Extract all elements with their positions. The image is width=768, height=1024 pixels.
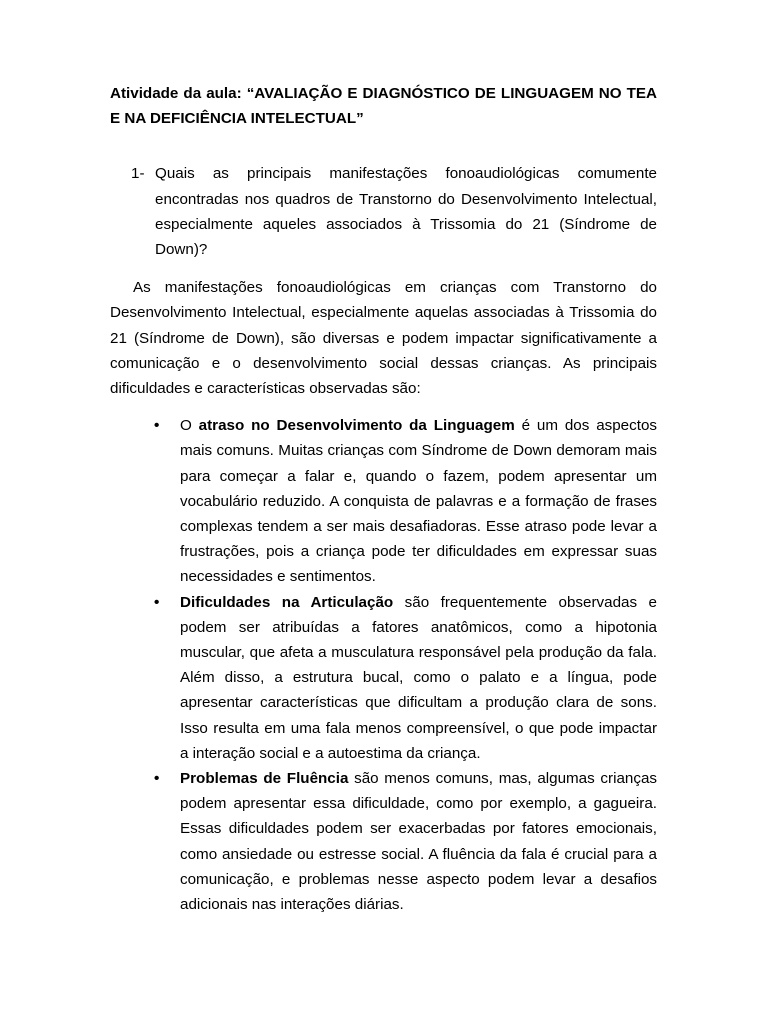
bullet-marker: • — [154, 770, 160, 788]
bullet-text — [180, 413, 657, 589]
bullet-bold-term: atraso no Desenvolvimento da Linguagem — [198, 417, 515, 435]
question-item — [110, 161, 657, 262]
document-body — [110, 81, 657, 917]
intro-paragraph: As manifestações fonoaudiológicas em crianças com Transtorno do Desenvolvimento Intelectual, especialmente aquelas associadas à Trissomia do 21 (Síndrome de Down), são diversas e podem impactar significativamente a comunicação e o desenvolvimento social dessas crianças. As principais dificuldades e características observadas são: — [110, 279, 657, 398]
bullet-bold-term: Problemas de Fluência — [180, 770, 349, 788]
bullet-text — [180, 590, 657, 766]
bullet-bold-term: Dificuldades na Articulação — [180, 593, 394, 611]
question-number: 1- — [131, 165, 145, 183]
document-title: Atividade da aula: “AVALIAÇÃO E DIAGNÓSTICO DE LINGUAGEM NO TEA E NA DEFICIÊNCIA INTELECTUAL” — [110, 85, 657, 128]
bullet-item — [110, 590, 657, 766]
bullet-lead: O — [180, 417, 199, 435]
question-text: Quais as principais manifestações fonoaudiológicas comumente encontradas nos quadros de Transtorno do Desenvolvimento Intelectual, especialmente aqueles associados à Trissomia do 21 (Síndrome de Down)? — [155, 165, 657, 259]
bullet-rest: é um dos aspectos mais comuns. Muitas crianças com Síndrome de Down demoram mais para começar a falar e, quando o fazem, podem apresentar um vocabulário reduzido. A conquista de palavras e a formação de frases complexas tendem a ser mais desafiadoras. Esse atraso pode levar a frustrações, pois a criança pode ter dificuldades em expressar suas necessidades e sentimentos. — [180, 417, 657, 586]
bullet-marker: • — [154, 417, 160, 435]
bullet-item — [110, 766, 657, 917]
bullet-list — [110, 413, 657, 917]
bullet-rest: são frequentemente observadas e podem ser atribuídas a fatores anatômicos, como a hipotonia muscular, que afeta a musculatura responsável pela produção da fala. Além disso, a estrutura bucal, como o palato e a língua, pode apresentar características que dificultam a produção clara de sons. Isso resulta em uma fala menos compreensível, o que pode impactar a interação social e a autoestima da criança. — [180, 593, 657, 762]
bullet-item — [110, 413, 657, 589]
bullet-rest: são menos comuns, mas, algumas crianças podem apresentar essa dificuldade, como por exemplo, a gagueira. Essas dificuldades podem ser exacerbadas por fatores emocionais, como ansiedade ou estresse social. A fluência da fala é crucial para a comunicação, e problemas nesse aspecto podem levar a desafios adicionais nas interações diárias. — [180, 770, 657, 914]
bullet-text — [180, 766, 657, 917]
bullet-marker: • — [154, 593, 160, 611]
